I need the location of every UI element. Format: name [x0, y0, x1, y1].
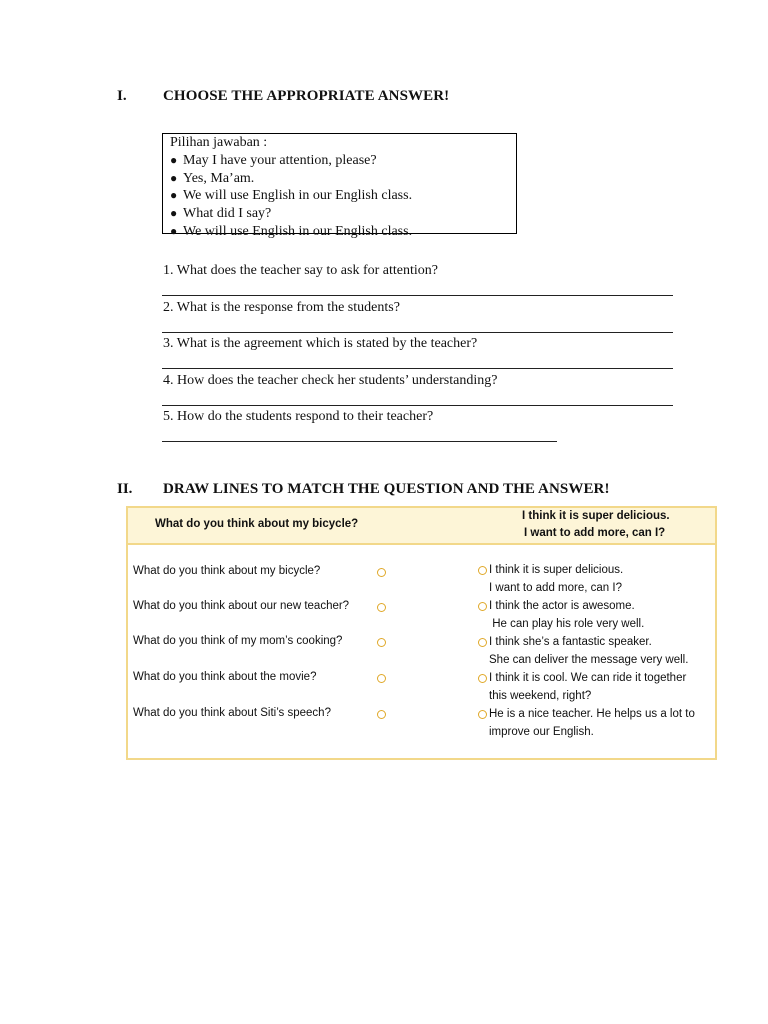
choice-item: [170, 205, 516, 223]
matching-table-header: [128, 508, 715, 545]
choice-item: [170, 152, 516, 170]
question-connector-dot-icon[interactable]: [377, 568, 386, 577]
match-question-5: What do you think about Siti’s speech?: [133, 707, 331, 719]
question-4: 4. How does the teacher check her students’ understanding?: [163, 373, 498, 388]
match-question-2: What do you think about our new teacher?: [133, 600, 350, 612]
answer-line-1[interactable]: [162, 295, 673, 296]
answer-connector-dot-icon[interactable]: [478, 602, 487, 611]
match-answer-1-line1: I think it is super delicious.: [489, 564, 624, 576]
choice-text: We will use English in our English class.: [183, 188, 413, 204]
answer-connector-dot-icon[interactable]: [478, 710, 487, 719]
matching-table: [126, 506, 717, 760]
choices-label: Pilihan jawaban :: [170, 135, 268, 150]
match-question-4: What do you think about the movie?: [133, 671, 317, 683]
header-answer-line1: I think it is super delicious.: [522, 510, 670, 522]
match-answer-3-line2: She can deliver the message very well.: [489, 653, 689, 666]
answer-line-3[interactable]: [162, 368, 673, 369]
section1-title: CHOOSE THE APPROPRIATE ANSWER!: [163, 88, 450, 104]
choice-item: [170, 170, 516, 188]
match-answer-2-line2: He can play his role very well.: [489, 617, 645, 630]
bullet-icon: ●: [170, 170, 178, 185]
match-answer-4: [489, 670, 686, 705]
choice-item: [170, 187, 516, 205]
match-answer-4-line1: I think it is cool. We can ride it together: [489, 672, 687, 684]
section1-number: I.: [117, 88, 127, 104]
question-connector-dot-icon[interactable]: [377, 710, 386, 719]
match-answer-2-line1: I think the actor is awesome.: [489, 600, 635, 612]
match-answer-1: [489, 562, 623, 597]
bullet-icon: ●: [170, 152, 178, 167]
match-answer-2: [489, 598, 644, 633]
match-answer-3: [489, 634, 688, 669]
answer-line-4[interactable]: [162, 405, 673, 406]
match-question-1: What do you think about my bicycle?: [133, 565, 321, 577]
match-answer-5: [489, 706, 695, 741]
choice-text: May I have your attention, please?: [183, 152, 377, 168]
question-connector-dot-icon[interactable]: [377, 603, 386, 612]
question-1: 1. What does the teacher say to ask for attention?: [163, 263, 438, 278]
match-answer-4-line2: this weekend, right?: [489, 689, 592, 702]
header-question: What do you think about my bicycle?: [155, 518, 359, 530]
answer-choices-box: [162, 133, 517, 239]
header-answer-line2: I want to add more, can I?: [524, 527, 666, 539]
section2-number: II.: [117, 481, 133, 497]
question-connector-dot-icon[interactable]: [377, 638, 386, 647]
answer-connector-dot-icon[interactable]: [478, 674, 487, 683]
match-answer-5-line1: He is a nice teacher. He helps us a lot to: [489, 708, 695, 720]
question-2: 2. What is the response from the students?: [163, 300, 400, 315]
bullet-icon: ●: [170, 223, 178, 238]
bullet-icon: ●: [170, 188, 178, 203]
choice-item: [170, 223, 516, 241]
match-question-3: What do you think of my mom’s cooking?: [133, 635, 343, 647]
answer-connector-dot-icon[interactable]: [478, 638, 487, 647]
bullet-icon: ●: [170, 206, 178, 221]
choice-text: Yes, Ma’am.: [183, 170, 255, 186]
match-answer-1-line2: I want to add more, can I?: [489, 581, 622, 594]
choice-text: We will use English in our English class.: [183, 223, 413, 239]
question-5: 5. How do the students respond to their teacher?: [163, 409, 434, 424]
question-connector-dot-icon[interactable]: [377, 674, 386, 683]
match-answer-3-line1: I think she’s a fantastic speaker.: [489, 636, 652, 648]
question-3: 3. What is the agreement which is stated by the teacher?: [163, 336, 478, 351]
answer-connector-dot-icon[interactable]: [478, 566, 487, 575]
choice-text: What did I say?: [183, 206, 272, 222]
answer-line-2[interactable]: [162, 332, 673, 333]
match-answer-5-line2: improve our English.: [489, 725, 594, 738]
answer-line-5[interactable]: [162, 441, 557, 442]
section2-title: DRAW LINES TO MATCH THE QUESTION AND THE ANSWER!: [163, 481, 610, 497]
